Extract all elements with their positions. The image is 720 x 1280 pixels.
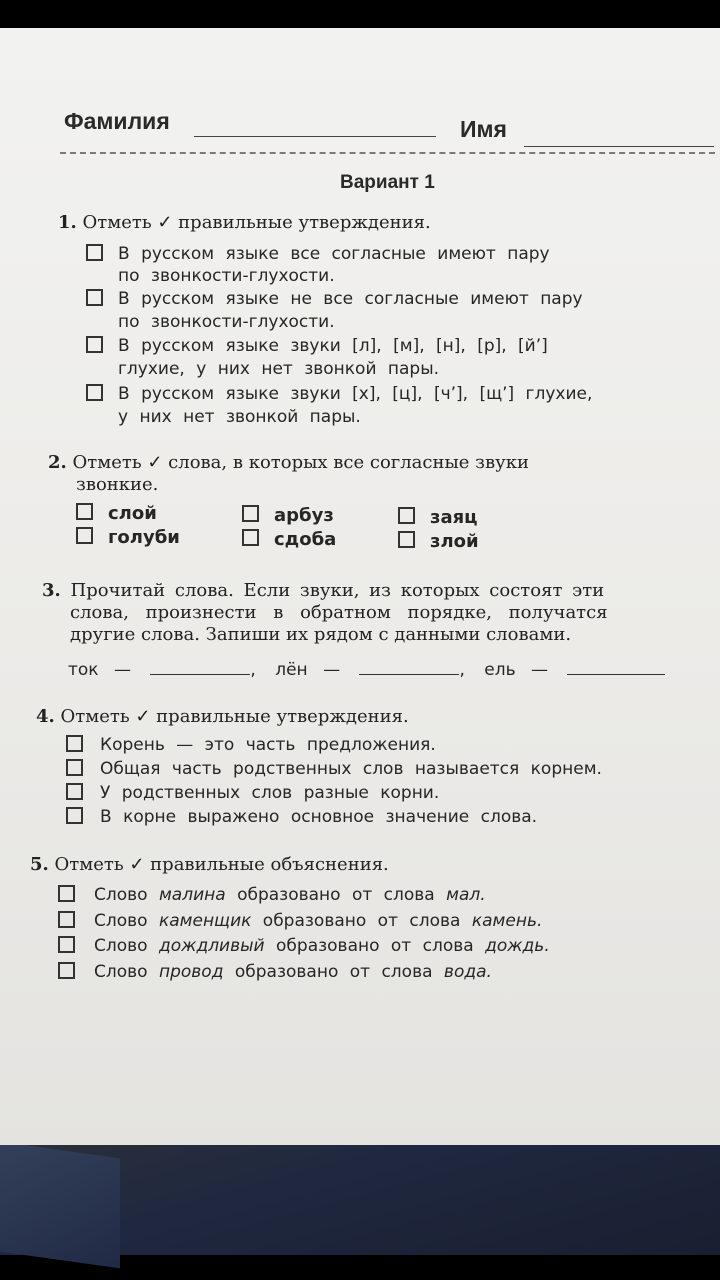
q5-checkbox-4[interactable]	[58, 962, 75, 979]
q2-word-3: арбуз	[274, 505, 334, 526]
q5-word-4: провод	[158, 962, 224, 982]
q2-word-2: голуби	[108, 527, 180, 548]
q2-word-5: заяц	[430, 507, 478, 528]
q3-line1: 3. Прочитай слова. Если звуки, из которых состоят эти	[42, 580, 605, 601]
q4-checkbox-4[interactable]	[66, 807, 83, 824]
q3-answer-row: ток — , лён — , ель —	[68, 660, 665, 680]
q4-option-2: Общая часть родственных слов называется корнем.	[100, 759, 602, 779]
q1-checkbox-3[interactable]	[86, 336, 103, 353]
q1-checkbox-2[interactable]	[86, 289, 103, 306]
background-fold	[0, 1142, 120, 1269]
q5-word-1: малина	[158, 885, 226, 905]
q5-option-1: Слово малина образовано от слова мал.	[94, 885, 486, 905]
q3-line2: слова, произнести в обратном порядке, получатся	[70, 602, 608, 623]
q5-option-3: Слово дождливый образовано от слова дождь.	[94, 936, 550, 956]
q3-line3: другие слова. Запиши их рядом с данными словами.	[70, 624, 572, 645]
cut-line	[60, 152, 715, 154]
q5-word-2: каменщик	[158, 911, 252, 931]
name-field[interactable]	[524, 146, 714, 147]
variant-title: Вариант 1	[340, 172, 435, 193]
q3-word-1: ток	[68, 660, 99, 680]
q1-checkbox-4[interactable]	[86, 384, 103, 401]
surname-field[interactable]	[194, 136, 436, 137]
q1-option-3-line2: глухие, у них нет звонкой пары.	[118, 359, 440, 379]
q5-instruction: 5. Отметь ✓ правильные объяснения.	[30, 854, 389, 875]
q2-checkbox-3[interactable]	[242, 505, 259, 522]
q1-option-2-line1: В русском языке не все согласные имеют пару	[118, 289, 583, 309]
q3-blank-3[interactable]	[567, 660, 665, 675]
q3-word-3: ель	[484, 660, 516, 680]
q3-blank-1[interactable]	[150, 660, 250, 675]
q5-option-4: Слово провод образовано от слова вода.	[94, 962, 492, 982]
q1-instruction: 1. Отметь ✓ правильные утверждения.	[58, 212, 431, 233]
q4-checkbox-1[interactable]	[66, 735, 83, 752]
q2-word-4: сдоба	[274, 529, 337, 550]
q4-option-1: Корень — это часть предложения.	[100, 735, 436, 755]
q2-checkbox-1[interactable]	[76, 503, 93, 520]
q1-option-4-line1: В русском языке звуки [х], [ц], [ч’], [щ’] глухие,	[118, 384, 593, 404]
q4-checkbox-3[interactable]	[66, 783, 83, 800]
q2-checkbox-2[interactable]	[76, 527, 93, 544]
q2-checkbox-4[interactable]	[242, 529, 259, 546]
q5-source-2: камень.	[471, 911, 543, 931]
name-row	[64, 108, 714, 148]
q5-checkbox-1[interactable]	[58, 885, 75, 902]
q4-option-3: У родственных слов разные корни.	[100, 783, 440, 803]
q1-option-1-line1: В русском языке все согласные имеют пару	[118, 244, 550, 264]
q5-source-3: дождь.	[485, 936, 550, 956]
q5-source-4: вода.	[443, 962, 492, 982]
q4-instruction: 4. Отметь ✓ правильные утверждения.	[36, 706, 409, 727]
q1-option-4-line2: у них нет звонкой пары.	[118, 407, 361, 427]
q3-blank-2[interactable]	[359, 660, 459, 675]
q3-word-2: лён	[275, 660, 308, 680]
q2-checkbox-6[interactable]	[398, 531, 415, 548]
q2-instruction-line2: звонкие.	[76, 474, 159, 495]
q2-instruction-line1: 2. Отметь ✓ слова, в которых все согласные звуки	[48, 452, 529, 473]
q2-checkbox-5[interactable]	[398, 507, 415, 524]
q5-checkbox-2[interactable]	[58, 911, 75, 928]
q2-word-6: злой	[430, 531, 479, 552]
q1-option-2-line2: по звонкости-глухости.	[118, 312, 335, 332]
q1-option-1-line2: по звонкости-глухости.	[118, 266, 335, 286]
q5-source-1: мал.	[446, 885, 486, 905]
q5-checkbox-3[interactable]	[58, 936, 75, 953]
surname-label: Фамилия	[64, 108, 170, 134]
name-label: Имя	[460, 116, 507, 142]
q1-option-3-line1: В русском языке звуки [л], [м], [н], [р], [й’]	[118, 336, 548, 356]
q2-word-1: слой	[108, 503, 157, 524]
q4-checkbox-2[interactable]	[66, 759, 83, 776]
q5-option-2: Слово каменщик образовано от слова камень.	[94, 911, 543, 931]
q1-checkbox-1[interactable]	[86, 244, 103, 261]
q5-word-3: дождливый	[158, 936, 265, 956]
q4-option-4: В корне выражено основное значение слова.	[100, 807, 538, 827]
